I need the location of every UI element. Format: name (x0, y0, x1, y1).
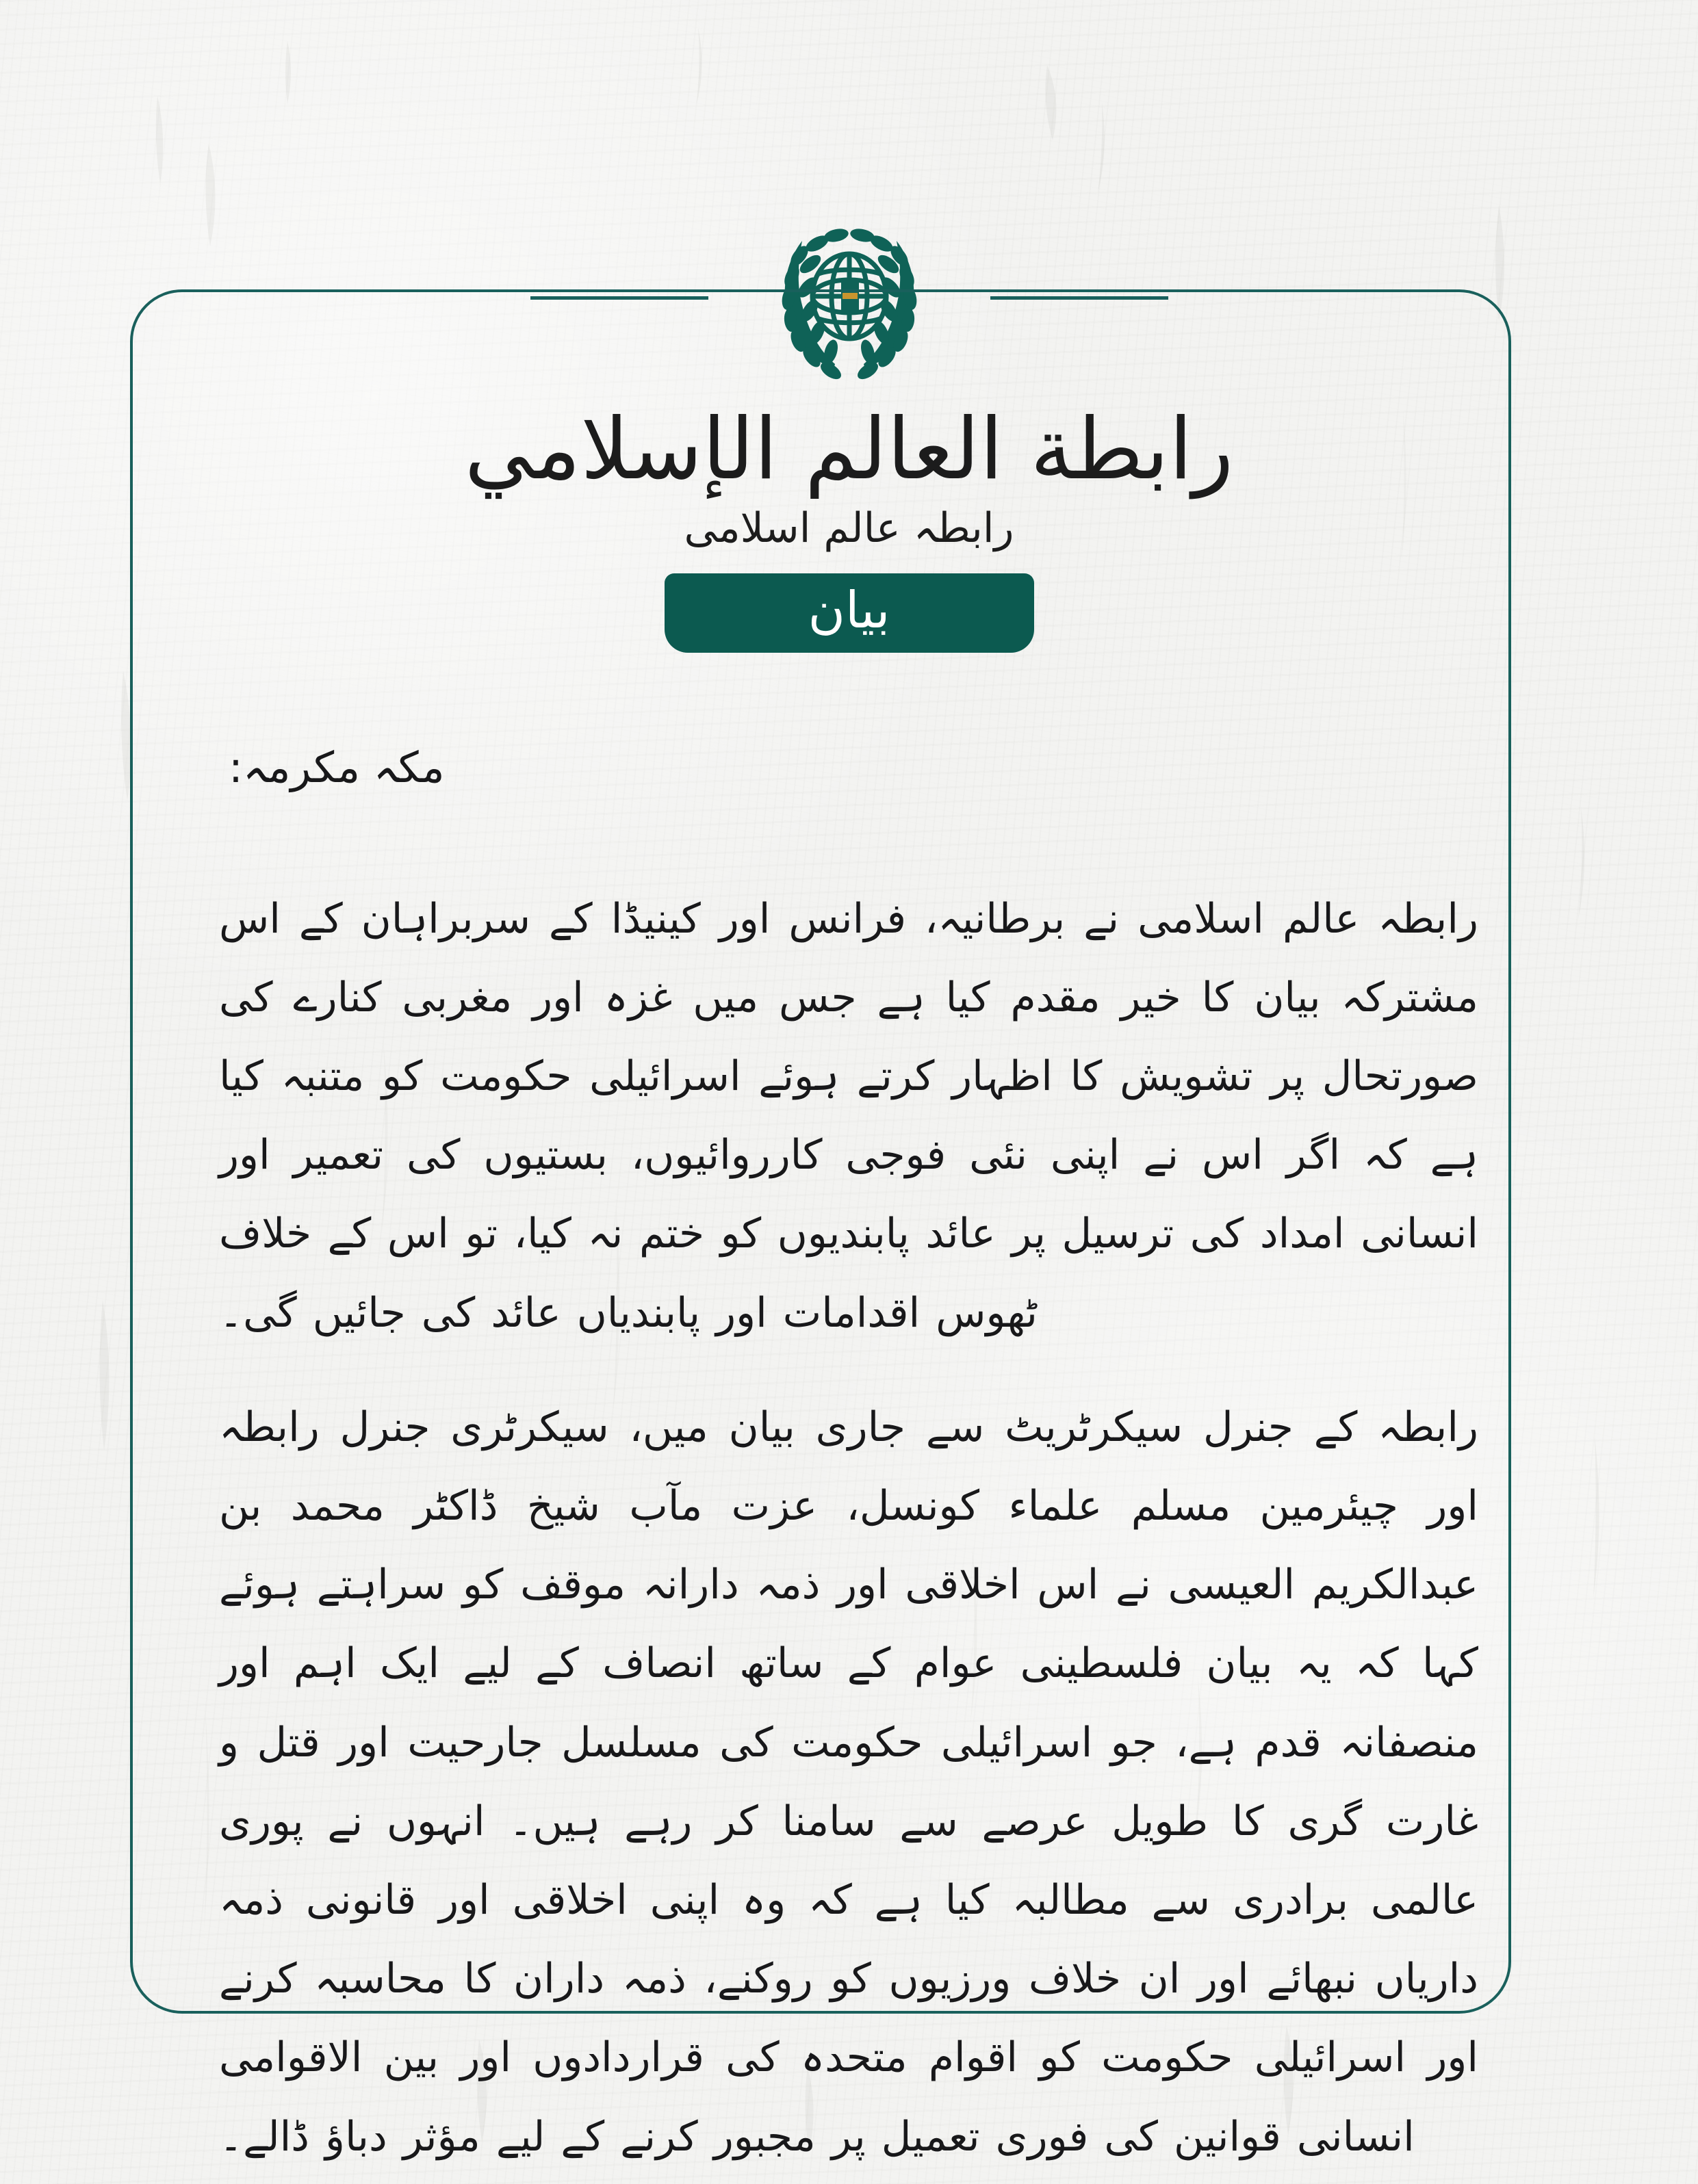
wordmark-arabic: رابطة العالم الإسلامي (464, 400, 1234, 499)
wordmark-urdu: رابطہ عالم اسلامی (684, 504, 1014, 553)
statement-paragraph-2: رابطہ کے جنرل سیکرٹریٹ سے جاری بیان میں، سیکرٹری جنرل رابطہ اور چیئرمین مسلم علماء کونسل، عزت مآب شیخ ڈاکٹر محمد بن عبدالکریم العیسی نے اس اخلاقی اور ذمہ دارانہ موقف کو سراہتے ہوئے کہا کہ یہ بیان فلسطینی عوام کے ساتھ انصاف کے لیے ایک اہم اور منصفانہ قدم ہے، جو اسرائیلی حکومت کی مسلسل جارحیت اور قتل و غارت گری کا طویل عرصے سے سامنا کر رہے ہیں۔ انہوں نے پوری عالمی برادری سے مطالبہ کیا ہے کہ وہ اپنی اخلاقی اور قانونی ذمہ داریاں نبھائے اور ان خلاف ورزیوں کو روکنے، ذمہ داران کا محاسبہ کرنے اور اسرائیلی حکومت کو اقوام متحدہ کی قراردادوں اور بین الاقوامی انسانی قوانین کی فوری تعمیل پر مجبور کرنے کے لیے مؤثر دباؤ ڈالے۔ (219, 1403, 1478, 2161)
dateline: مکہ مکرمہ: (229, 742, 445, 792)
statement-paragraph-1: رابطہ عالم اسلامی نے برطانیہ، فرانس اور کینیڈا کے سربراہان کے اس مشترکہ بیان کا خیر مقدم کیا ہے جس میں غزہ اور مغربی کنارے کی صورتحال پر تشویش کا اظہار کرتے ہوئے اسرائیلی حکومت کو متنبہ کیا ہے کہ اگر اس نے اپنی نئی فوجی کارروائیوں، بستیوں کی تعمیر اور انسانی امداد کی ترسیل پر عائد پابندیوں کو ختم نہ کیا، تو اس کے خلاف ٹھوس اقدامات اور پابندیاں عائد کی جائیں گی۔ (219, 894, 1478, 1337)
statement-badge-label: بیان (808, 581, 890, 640)
statement-body (219, 739, 1478, 2176)
